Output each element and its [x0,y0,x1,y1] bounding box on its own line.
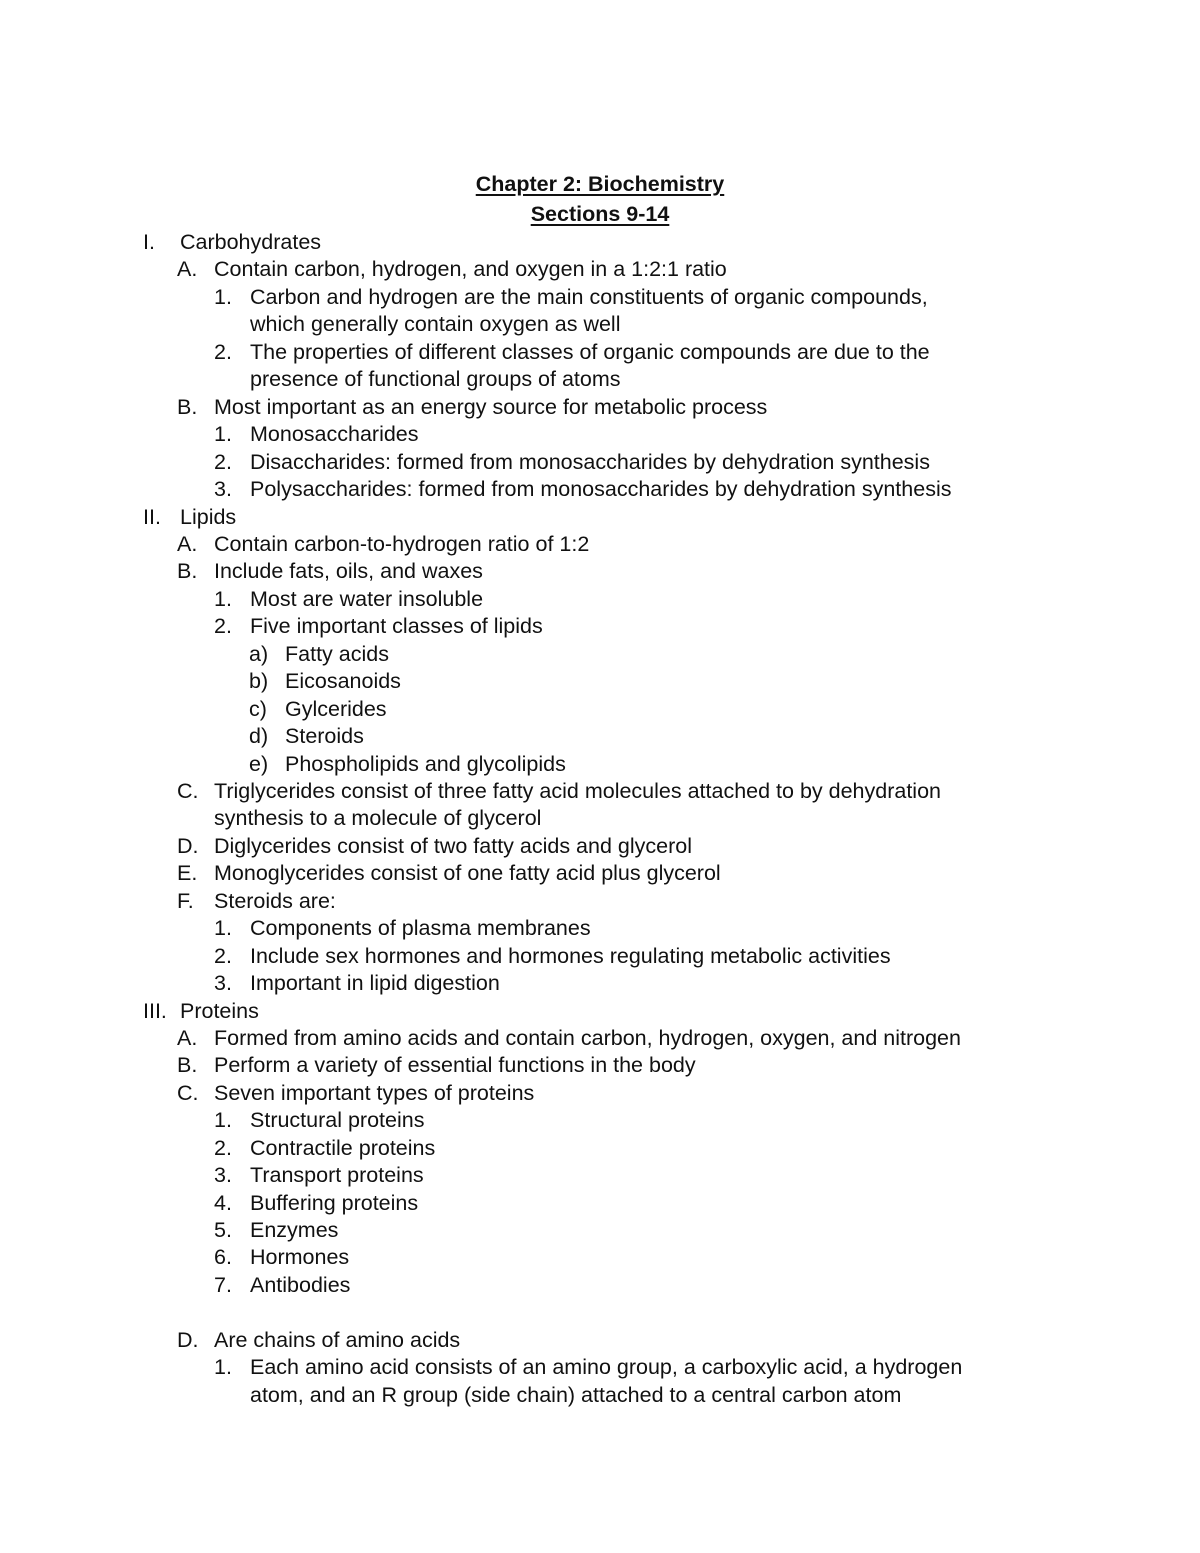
outline-marker: III. [143,999,167,1023]
outline-marker: d) [249,724,269,748]
outline-marker: 2. [214,1136,232,1160]
outline-marker: b) [249,669,269,693]
page-title: Chapter 2: Biochemistry [475,172,725,196]
outline-text: Enzymes [250,1218,339,1242]
outline-text: Most are water insoluble [250,587,484,611]
outline-text: Contain carbon-to-hydrogen ratio of 1:2 [214,532,590,556]
outline-marker: B. [177,1053,198,1077]
outline-text: Fatty acids [285,642,389,666]
outline-text: Disaccharides: formed from monosaccharides by dehydration synthesis [250,450,930,474]
outline-text: Steroids [285,724,364,748]
outline-marker: 1. [214,1355,232,1379]
outline-marker: A. [177,257,198,281]
outline-text: Formed from amino acids and contain carbon, hydrogen, oxygen, and nitrogen [214,1026,961,1050]
outline-marker: 7. [214,1273,232,1297]
outline-text: Carbohydrates [180,230,322,254]
outline-text: Polysaccharides: formed from monosaccharides by dehydration synthesis [250,477,952,501]
outline-text: Seven important types of proteins [214,1081,535,1105]
outline-text: Transport proteins [250,1163,424,1187]
outline-marker: 1. [214,1108,232,1132]
outline-marker: F. [177,889,194,913]
outline-marker: 3. [214,477,232,501]
outline-marker: 1. [214,422,232,446]
outline-marker: 4. [214,1191,232,1215]
outline-text: Carbon and hydrogen are the main constituents of organic compounds, [250,285,928,309]
outline-marker: 1. [214,916,232,940]
outline-marker: 2. [214,450,232,474]
outline-text: Include fats, oils, and waxes [214,559,483,583]
outline-text: Five important classes of lipids [250,614,543,638]
outline-text: Phospholipids and glycolipids [285,752,566,776]
outline-text: Contractile proteins [250,1136,436,1160]
page-subtitle: Sections 9-14 [530,202,670,226]
outline-text: Monosaccharides [250,422,419,446]
outline-marker: C. [177,779,199,803]
outline-text: Monoglycerides consist of one fatty acid plus glycerol [214,861,721,885]
outline-text: Perform a variety of essential functions in the body [214,1053,696,1077]
outline-text: Diglycerides consist of two fatty acids and glycerol [214,834,692,858]
outline-marker: E. [177,861,198,885]
outline-marker: c) [249,697,267,721]
outline-text: Include sex hormones and hormones regulating metabolic activities [250,944,891,968]
outline-marker: e) [249,752,269,776]
outline-text: Components of plasma membranes [250,916,591,940]
outline-text: Eicosanoids [285,669,401,693]
outline-marker: 2. [214,944,232,968]
outline-text: The properties of different classes of organic compounds are due to the [250,340,930,364]
outline-text: Hormones [250,1245,350,1269]
outline-text: Antibodies [250,1273,351,1297]
outline-text: Each amino acid consists of an amino group, a carboxylic acid, a hydrogen [250,1355,963,1379]
outline-marker: B. [177,559,198,583]
outline-text: Gylcerides [285,697,387,721]
outline-text: Steroids are: [214,889,336,913]
outline-marker: 6. [214,1245,232,1269]
outline-text: which generally contain oxygen as well [250,312,621,336]
outline-text: Are chains of amino acids [214,1328,461,1352]
outline-marker: D. [177,1328,199,1352]
outline-text: Contain carbon, hydrogen, and oxygen in a 1:2:1 ratio [214,257,727,281]
outline-text: Lipids [180,505,237,529]
outline-text: presence of functional groups of atoms [250,367,621,391]
outline-marker: A. [177,1026,198,1050]
outline-marker: II. [143,505,161,529]
outline-text: Triglycerides consist of three fatty acid molecules attached to by dehydration [214,779,941,803]
outline-text: atom, and an R group (side chain) attached to a central carbon atom [250,1383,902,1407]
outline-marker: 1. [214,285,232,309]
outline-text: Structural proteins [250,1108,425,1132]
outline-text: Most important as an energy source for metabolic process [214,395,768,419]
outline-marker: B. [177,395,198,419]
outline-marker: 2. [214,614,232,638]
outline-marker: D. [177,834,199,858]
outline-text: synthesis to a molecule of glycerol [214,806,542,830]
outline-marker: 5. [214,1218,232,1242]
outline-marker: A. [177,532,198,556]
outline-text: Buffering proteins [250,1191,419,1215]
outline-marker: a) [249,642,269,666]
outline-marker: 2. [214,340,232,364]
outline-marker: I. [143,230,155,254]
outline-text: Proteins [180,999,259,1023]
outline-marker: 1. [214,587,232,611]
outline-marker: 3. [214,1163,232,1187]
outline-text: Important in lipid digestion [250,971,500,995]
outline-marker: C. [177,1081,199,1105]
outline-marker: 3. [214,971,232,995]
